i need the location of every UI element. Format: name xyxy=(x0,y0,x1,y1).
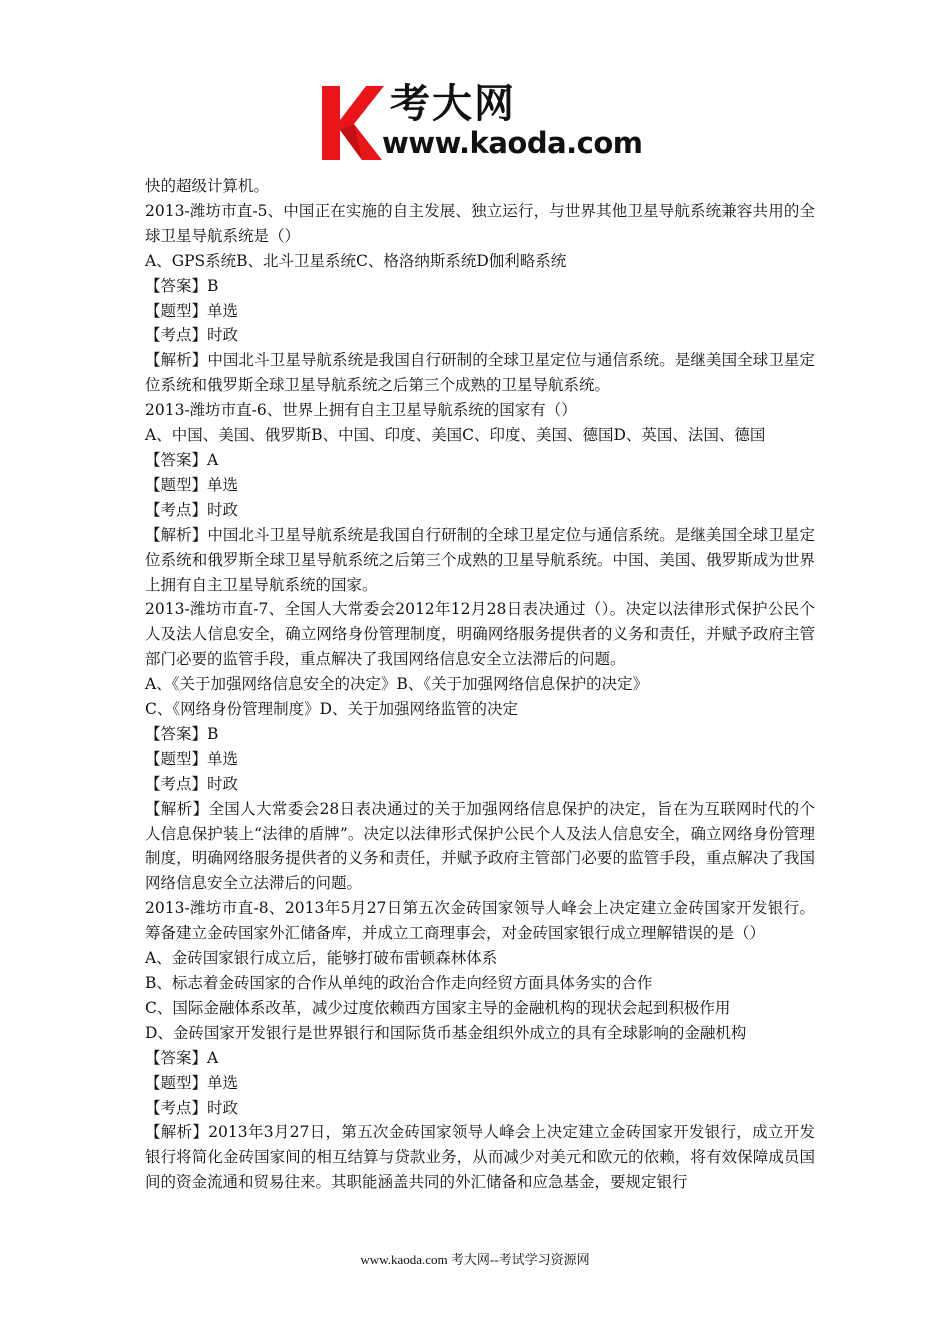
text-paragraph: 【解析】2013年3月27日，第五次金砖国家领导人峰会上决定建立金砖国家开发银行，成立开发银行将简化金砖国家间的相互结算与贷款业务，从而减少对美元和欧元的依赖，将有效保障成员国间的资金流通和贸易往来。其职能涵盖共同的外汇储备和应急基金，要规定银行 xyxy=(145,1123,815,1192)
text-paragraph: 【解析】全国人大常委会28日表决通过的关于加强网络信息保护的决定，旨在为互联网时代的个人信息保护装上“法律的盾牌”。决定以法律形式保护公民个人及法人信息安全，确立网络身份管理制度，明确网络服务提供者的义务和责任，并赋予政府主管部门必要的监管手段，重点解决了我国网络信息安全立法滞后的问题。 xyxy=(145,799,815,893)
text-paragraph: 2013-潍坊市直-8、2013年5月27日第五次金砖国家领导人峰会上决定建立金砖国家开发银行。筹备建立金砖国家外汇储备库，并成立工商理事会，对金砖国家银行成立理解错误的是（） xyxy=(145,899,815,943)
document-body xyxy=(145,174,815,1195)
text-line: 【题型】单选 xyxy=(145,1073,239,1092)
text-line: 【答案】A xyxy=(145,1048,219,1067)
logo-chinese-name: 考大网 xyxy=(390,81,516,127)
text-line: B、标志着金砖国家的合作从单纯的政治合作走向经贸方面具体务实的合作 xyxy=(145,974,653,992)
text-paragraph: 【解析】中国北斗卫星导航系统是我国自行研制的全球卫星定位与通信系统。是继美国全球卫星定位系统和俄罗斯全球卫星导航系统之后第三个成熟的卫星导航系统。 xyxy=(145,351,815,395)
text-line: C、国际金融体系改革，减少过度依赖西方国家主导的金融机构的现状会起到积极作用 xyxy=(145,998,731,1017)
logo-url: www.kaoda.com xyxy=(382,126,643,160)
site-logo xyxy=(318,80,643,162)
text-line: 【考点】时政 xyxy=(145,326,239,345)
text-line: 【答案】B xyxy=(145,724,219,743)
text-line: 【题型】单选 xyxy=(145,301,239,320)
text-line: 【考点】时政 xyxy=(145,500,239,519)
text-line: 【题型】单选 xyxy=(145,749,239,768)
text-line: D、金砖国家开发银行是世界银行和国际货币基金组织外成立的具有全球影响的金融机构 xyxy=(145,1023,747,1042)
text-paragraph: 【解析】中国北斗卫星导航系统是我国自行研制的全球卫星定位与通信系统。是继美国全球卫星定位系统和俄罗斯全球卫星导航系统之后第三个成熟的卫星导航系统。中国、美国、俄罗斯成为世界上拥有自主卫星导航系统的国家。 xyxy=(145,525,815,594)
text-line: A、GPS系统B、北斗卫星系统C、格洛纳斯系统D伽利略系统 xyxy=(145,251,567,270)
text-line: 【考点】时政 xyxy=(145,774,239,793)
text-paragraph: 2013-潍坊市直-5、中国正在实施的自主发展、独立运行，与世界其他卫星导航系统兼容共用的全球卫星导航系统是（） xyxy=(145,201,815,245)
text-line: 【题型】单选 xyxy=(145,475,239,494)
text-line: 2013-潍坊市直-6、世界上拥有自主卫星导航系统的国家有（） xyxy=(145,401,577,420)
page-footer: www.kaoda.com 考大网--考试学习资源网 xyxy=(360,1252,590,1267)
text-line: 【答案】A xyxy=(145,450,219,469)
text-line: A、《关于加强网络信息安全的决定》B、《关于加强网络信息保护的决定》 xyxy=(145,675,649,694)
text-line: 【答案】B xyxy=(145,276,219,295)
text-paragraph: 2013-潍坊市直-7、全国人大常委会2012年12月28日表决通过（）。决定以法律形式保护公民个人及法人信息安全，确立网络身份管理制度，明确网络服务提供者的义务和责任，并赋予政府主管部门必要的监管手段，重点解决了我国网络信息安全立法滞后的问题。 xyxy=(145,600,815,669)
text-line: 【考点】时政 xyxy=(145,1098,239,1117)
k-logo-icon xyxy=(318,82,388,162)
text-line: 快的超级计算机。 xyxy=(145,177,270,195)
text-line: A、中国、美国、俄罗斯B、中国、印度、美国C、印度、美国、德国D、英国、法国、德国 xyxy=(145,426,766,445)
text-line: C、《网络身份管理制度》D、关于加强网络监管的决定 xyxy=(145,700,519,719)
text-line: A、金砖国家银行成立后，能够打破布雷顿森林体系 xyxy=(145,949,498,968)
